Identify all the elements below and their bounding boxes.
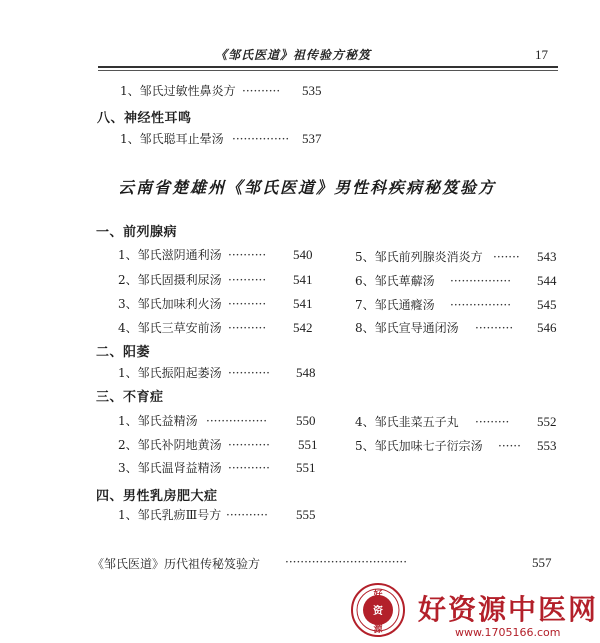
toc-leader: ······· <box>493 250 520 264</box>
header-rule <box>98 66 558 68</box>
toc-entry-page: 542 <box>293 320 313 335</box>
toc-entry-label: 5、邹氏加味七子衍宗汤 <box>355 439 483 453</box>
toc-entry-page: 557 <box>532 555 552 570</box>
section-heading: 一、前列腺病 <box>96 225 178 240</box>
svg-text:资: 资 <box>373 606 383 617</box>
toc-entry-page: 551 <box>298 437 318 452</box>
toc-entry-page: 535 <box>302 83 322 98</box>
toc-entry-page: 548 <box>296 365 316 380</box>
toc-entry-page: 545 <box>537 297 557 312</box>
toc-entry-label: 3、邹氏加味利火汤 <box>118 297 222 311</box>
toc-entry-footer <box>92 555 552 572</box>
toc-leader: ··········· <box>228 461 270 475</box>
toc-leader: ················ <box>206 414 268 428</box>
toc-entry-page: 553 <box>537 438 557 453</box>
toc-leader: ·········· <box>228 321 267 335</box>
header-rule-thin <box>98 70 558 71</box>
toc-entry-label: 6、邹氏萆薢汤 <box>355 274 435 288</box>
toc-leader: ········· <box>475 415 510 429</box>
toc-entry-page: 541 <box>293 272 313 287</box>
toc-entry-label: 8、邹氏宣导通闭汤 <box>355 321 459 335</box>
toc-leader: ··············· <box>232 132 290 146</box>
toc-leader: ··········· <box>228 366 270 380</box>
toc-entry-page: 551 <box>296 460 316 475</box>
toc-entry-label: 《邹氏医道》历代祖传秘笈验方 <box>92 557 261 571</box>
section-heading: 三、不育症 <box>96 390 164 405</box>
toc-entry-label: 1、邹氏益精汤 <box>118 414 198 428</box>
svg-text:好: 好 <box>373 590 383 600</box>
toc-leader: ··········· <box>228 438 270 452</box>
toc-entry-label: 2、邹氏固摄利尿汤 <box>118 273 222 287</box>
section-heading: 四、男性乳房肥大症 <box>96 489 218 504</box>
toc-leader: ················ <box>450 298 512 312</box>
toc-leader: ·········· <box>228 248 267 262</box>
toc-entry-label: 3、邹氏温肾益精汤 <box>118 461 222 475</box>
toc-entry-label: 4、邹氏三草安前汤 <box>118 321 222 335</box>
toc-leader: ················ <box>450 274 512 288</box>
toc-entry-label: 1、邹氏振阳起萎汤 <box>118 366 222 380</box>
toc-entry-page: 544 <box>537 273 557 288</box>
toc-entry-label: 1、邹氏乳疬Ⅲ号方 <box>118 508 222 522</box>
toc-leader: ································ <box>285 555 408 569</box>
toc-leader: ······ <box>498 439 521 453</box>
toc-entry-label: 5、邹氏前列腺炎消炎方 <box>355 250 483 264</box>
toc-leader: ·········· <box>475 321 514 335</box>
toc-leader: ··········· <box>226 508 268 522</box>
chapter-title: 云南省楚雄州《邹氏医道》男性科疾病秘笈验方 <box>118 178 497 197</box>
toc-entry-page: 546 <box>537 320 557 335</box>
toc-entry-page: 552 <box>537 414 557 429</box>
toc-entry-page: 540 <box>293 247 313 262</box>
toc-entry-page: 537 <box>302 131 322 146</box>
toc-entry-page: 543 <box>537 249 557 264</box>
running-header-title: 《邹氏医道》祖传验方秘笈 <box>215 48 372 62</box>
toc-entry-page: 541 <box>293 296 313 311</box>
page-number: 17 <box>535 47 548 62</box>
toc-entry-page: 555 <box>296 507 316 522</box>
watermark-brand: 好资源中医网 <box>418 593 599 626</box>
toc-leader: ·········· <box>228 273 267 287</box>
toc-entry-label: 1、邹氏过敏性鼻炎方 <box>120 84 236 98</box>
toc-leader: ·········· <box>228 297 267 311</box>
watermark-seal-icon <box>347 582 409 638</box>
toc-entry-label: 4、邹氏韭菜五子丸 <box>355 415 459 429</box>
toc-entry-label: 1、邹氏滋阴通利汤 <box>118 248 222 262</box>
watermark-url: www.1705166.com <box>455 626 561 639</box>
toc-entry-label: 7、邹氏通癃汤 <box>355 298 435 312</box>
toc-entry-page: 550 <box>296 413 316 428</box>
toc-leader: ·········· <box>242 84 281 98</box>
toc-entry-label: 1、邹氏聪耳止晕汤 <box>120 132 224 146</box>
toc-entry-label: 2、邹氏补阴地黄汤 <box>118 438 222 452</box>
section-heading: 八、神经性耳鸣 <box>97 111 192 126</box>
svg-text:源: 源 <box>373 625 383 635</box>
section-heading: 二、阳萎 <box>96 345 151 360</box>
